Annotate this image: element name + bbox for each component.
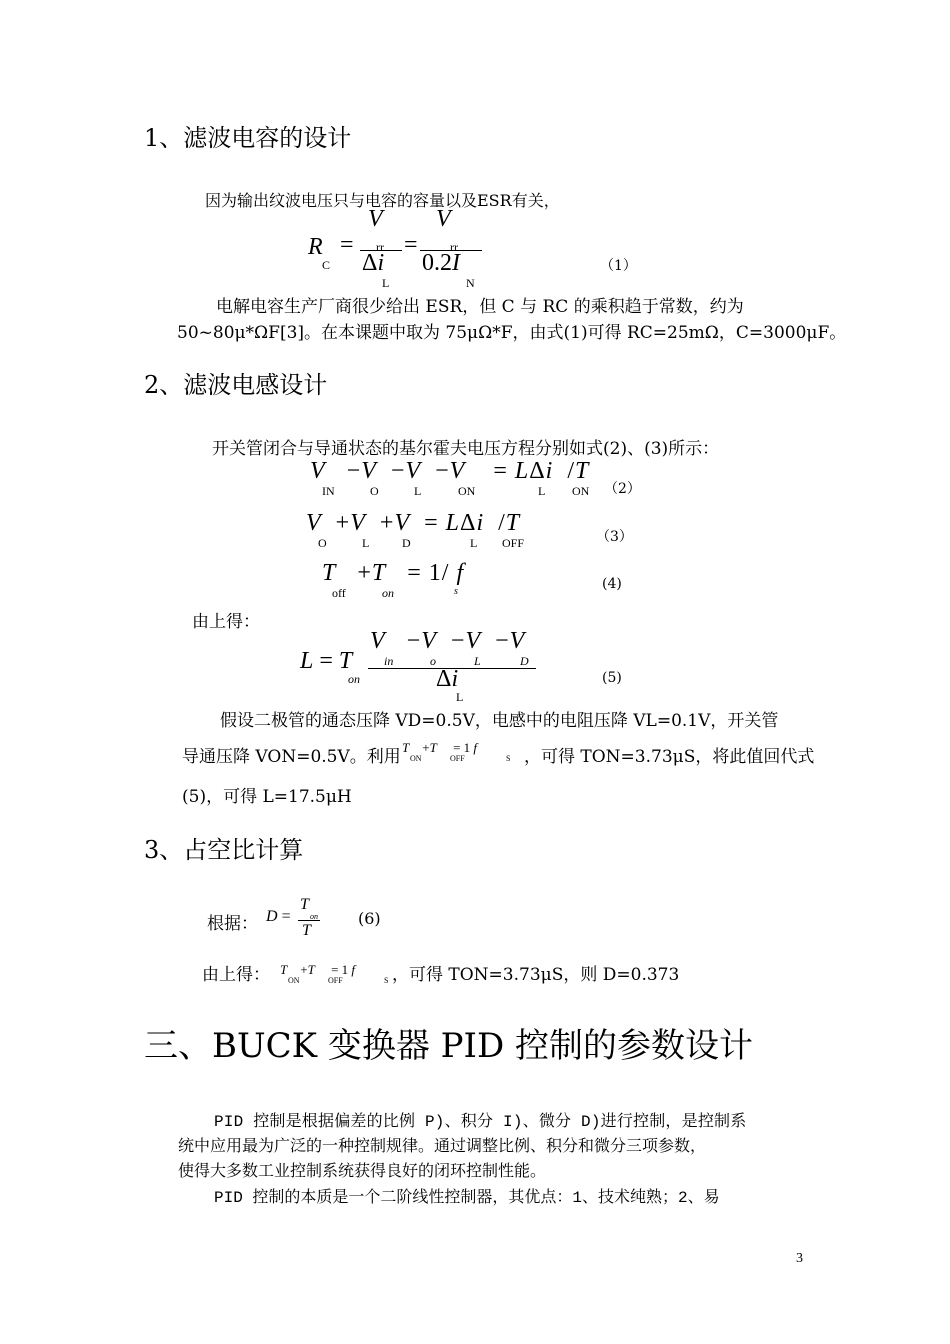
pid-paragraph-1-line-2: 统中应用最为广泛的一种控制规律。通过调整比例、积分和微分三项参数， — [178, 1138, 707, 1156]
pid-paragraph-1-line-3: 使得大多数工业控制系统获得良好的闭环控制性能。 — [178, 1163, 547, 1181]
equation-1: R C = V rr Δi L = V rr 0.2I N — [300, 212, 500, 292]
inline-equation-ton-toff: T +T = 1 f ON OFF S — [402, 740, 511, 763]
inductor-paragraph-line-2a: 导通压降 VON=0.5V。利用 — [182, 747, 401, 767]
equation-3: V +V +V = LΔi /T O L D L OFF — [306, 510, 525, 550]
equation-6-number: (6) — [358, 909, 381, 928]
equation-2-number: （2） — [604, 481, 641, 497]
inductor-paragraph-line-2b: ，可得 TON=3.73μS，将此值回代式 — [524, 747, 815, 767]
equation-3-number: （3） — [596, 529, 633, 545]
section-heading-duty-cycle: 3、占空比计算 — [144, 836, 304, 864]
capacitor-paragraph-line-1: 电解电容生产厂商很少给出 ESR，但 C 与 RC 的乘积趋于常数，约为 — [216, 297, 744, 317]
pid-paragraph-2-line-1: PID 控制的本质是一个二阶线性控制器，其优点：1、技术纯熟；2、易 — [214, 1189, 720, 1207]
equation-1-number: （1） — [600, 258, 637, 274]
chapter-heading: 三、BUCK 变换器 PID 控制的参数设计 — [144, 1026, 754, 1066]
inductor-paragraph-line-1: 假设二极管的通态压降 VD=0.5V，电感中的电阻压降 VL=0.1V，开关管 — [220, 711, 779, 731]
duty-basis-label: 根据： — [207, 914, 258, 934]
equation-4: T +T = 1/ f off on s — [322, 560, 465, 600]
equation-4-number: (4) — [602, 576, 622, 592]
inline-equation-ton-toff-2: T +T = 1 f ON OFF S — [280, 962, 389, 985]
inductor-derive-label: 由上得： — [192, 612, 260, 632]
duty-derive-label: 由上得： — [202, 965, 270, 985]
equation-6: D = T on T — [266, 896, 318, 939]
section-heading-capacitor: 1、滤波电容的设计 — [144, 124, 352, 152]
duty-result: ，可得 TON=3.73μS，则 D=0.373 — [392, 965, 680, 985]
equation-5-number: (5) — [602, 670, 622, 686]
capacitor-paragraph-line-2: 50~80μ*ΩF[3]。在本课题中取为 75μΩ*F，由式(1)可得 RC=25mΩ，C=3000μF。 — [177, 323, 847, 343]
inductor-intro: 开关管闭合与导通状态的基尔霍夫电压方程分别如式(2)、(3)所示： — [212, 439, 720, 459]
page-number: 3 — [796, 1251, 803, 1266]
capacitor-intro: 因为输出纹波电压只与电容的容量以及ESR有关， — [205, 191, 560, 210]
inductor-paragraph-line-3: (5)，可得 L=17.5μH — [182, 787, 352, 807]
equation-2: V −V −V −V = LΔi /T IN O L ON L ON — [310, 458, 590, 498]
pid-paragraph-1-line-1: PID 控制是根据偏差的比例 P)、积分 I)、微分 D)进行控制，是控制系 — [214, 1113, 747, 1131]
section-heading-inductor: 2、滤波电感设计 — [144, 371, 328, 399]
equation-5: L = T on V −V −V −V in o L D Δi L — [298, 628, 558, 706]
